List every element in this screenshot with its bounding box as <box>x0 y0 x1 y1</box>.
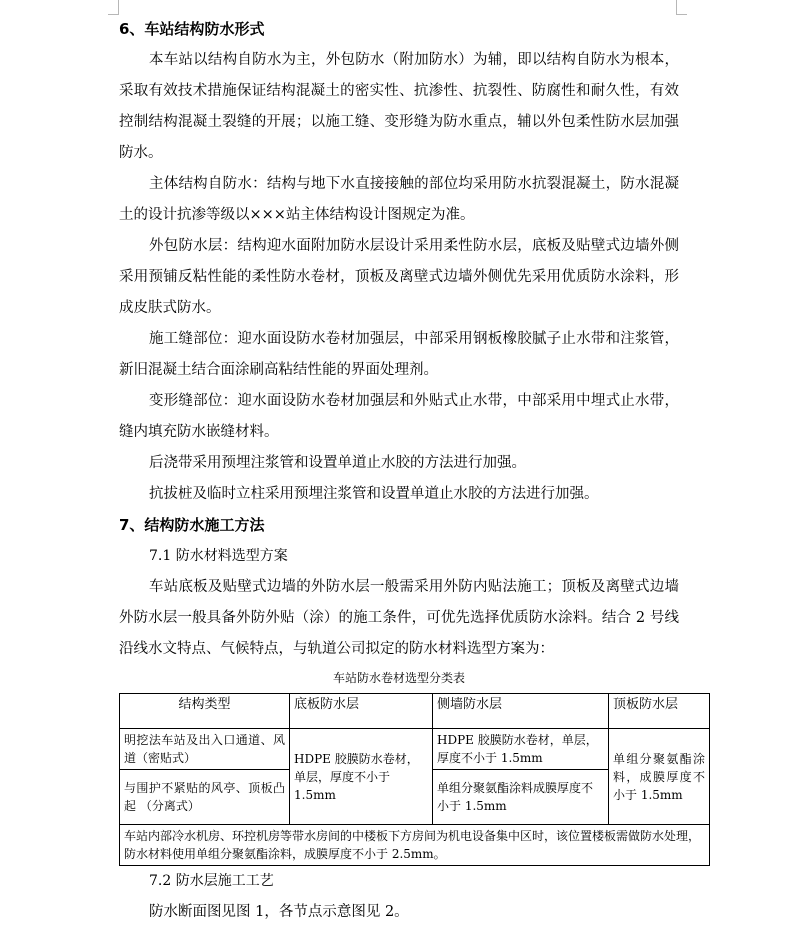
cell-side-material-2: 单组分聚氨酯涂料成膜厚度不小于 1.5mm <box>433 770 609 825</box>
paragraph-outer-layer: 外包防水层：结构迎水面附加防水层设计采用柔性防水层，底板及贴壁式边墙外侧采用预铺反粘性能的柔性防水卷材，顶板及离壁式边墙外侧优先采用优质防水涂料，形成皮肤式防水。 <box>119 238 679 316</box>
table-caption: 车站防水卷材选型分类表 <box>332 671 465 685</box>
header-structure-type: 结构类型 <box>120 694 290 729</box>
subsection-7-1-title: 7.1 防水材料选型方案 <box>149 548 288 564</box>
paragraph-post-pour-strip: 后浇带采用预埋注浆管和设置单道止水胶的方法进行加强。 <box>149 455 526 471</box>
section-7-heading: 7、结构防水施工方法 <box>119 516 265 534</box>
table-note-cell: 车站内部冷水机房、环控机房等带水房间的中楼板下方房间为机电设备集中区时，该位置楼板需做防水处理，防水材料使用单组分聚氨酯涂料，成膜厚度不小于 2.5mm。 <box>120 825 710 866</box>
header-bottom-layer: 底板防水层 <box>290 694 433 729</box>
table-header-row <box>120 694 710 729</box>
paragraph-main-structure: 主体结构自防水：结构与地下水直接接触的部位均采用防水抗裂混凝土，防水混凝土的设计抗渗等级以×××站主体结构设计图规定为准。 <box>119 176 679 223</box>
section-6-heading: 6、车站结构防水形式 <box>119 20 265 38</box>
table-row <box>120 825 710 866</box>
material-selection-table <box>119 693 710 866</box>
row-type-separated: 与围护不紧贴的风亭、顶板凸起 （分离式） <box>120 770 290 825</box>
document-page <box>119 14 705 928</box>
page-corner-mark-left <box>108 0 119 15</box>
cell-side-material-1: HDPE 胶膜防水卷材，单层，厚度不小于 1.5mm <box>433 729 609 770</box>
paragraph-section-diagram: 防水断面图见图 1，各节点示意图见 2。 <box>149 904 409 920</box>
paragraph-uplift-pile: 抗拔桩及临时立柱采用预埋注浆管和设置单道止水胶的方法进行加强。 <box>149 486 599 502</box>
header-side-layer: 侧墙防水层 <box>433 694 609 729</box>
cell-roof-material: 单组分聚氨酯涂料，成膜厚度不小于 1.5mm <box>609 729 710 825</box>
cell-bottom-material: HDPE 胶膜防水卷材，单层，厚度不小于 1.5mm <box>290 729 433 825</box>
subsection-7-2-title: 7.2 防水层施工工艺 <box>149 873 274 889</box>
paragraph-deformation-joint: 变形缝部位：迎水面设防水卷材加强层和外贴式止水带，中部采用中埋式止水带，缝内填充防水嵌缝材料。 <box>119 393 679 440</box>
paragraph-construction-joint: 施工缝部位：迎水面设防水卷材加强层，中部采用钢板橡胶腻子止水带和注浆管，新旧混凝土结合面涂刷高粘结性能的界面处理剂。 <box>119 331 679 378</box>
paragraph-material-selection: 车站底板及贴壁式边墙的外防水层一般需采用外防内贴法施工；顶板及离壁式边墙外防水层一般具备外防外贴（涂）的施工条件，可优先选择优质防水涂料。结合 2 号线沿线水文特点、气候特点，与轨道公司拟定的防水材料选型方案为： <box>119 579 679 657</box>
header-roof-layer: 顶板防水层 <box>609 694 710 729</box>
page-corner-mark-right <box>676 0 687 15</box>
paragraph-structure-waterproof: 本车站以结构自防水为主，外包防水（附加防水）为辅，即以结构自防水为根本，采取有效技术措施保证结构混凝土的密实性、抗渗性、抗裂性、防腐性和耐久性，有效控制结构混凝土裂缝的开展；以施工缝、变形缝为防水重点，辅以外包柔性防水层加强防水。 <box>119 52 679 161</box>
table-row <box>120 729 710 770</box>
row-type-cut-cover: 明挖法车站及出入口通道、风道（密贴式） <box>120 729 290 770</box>
